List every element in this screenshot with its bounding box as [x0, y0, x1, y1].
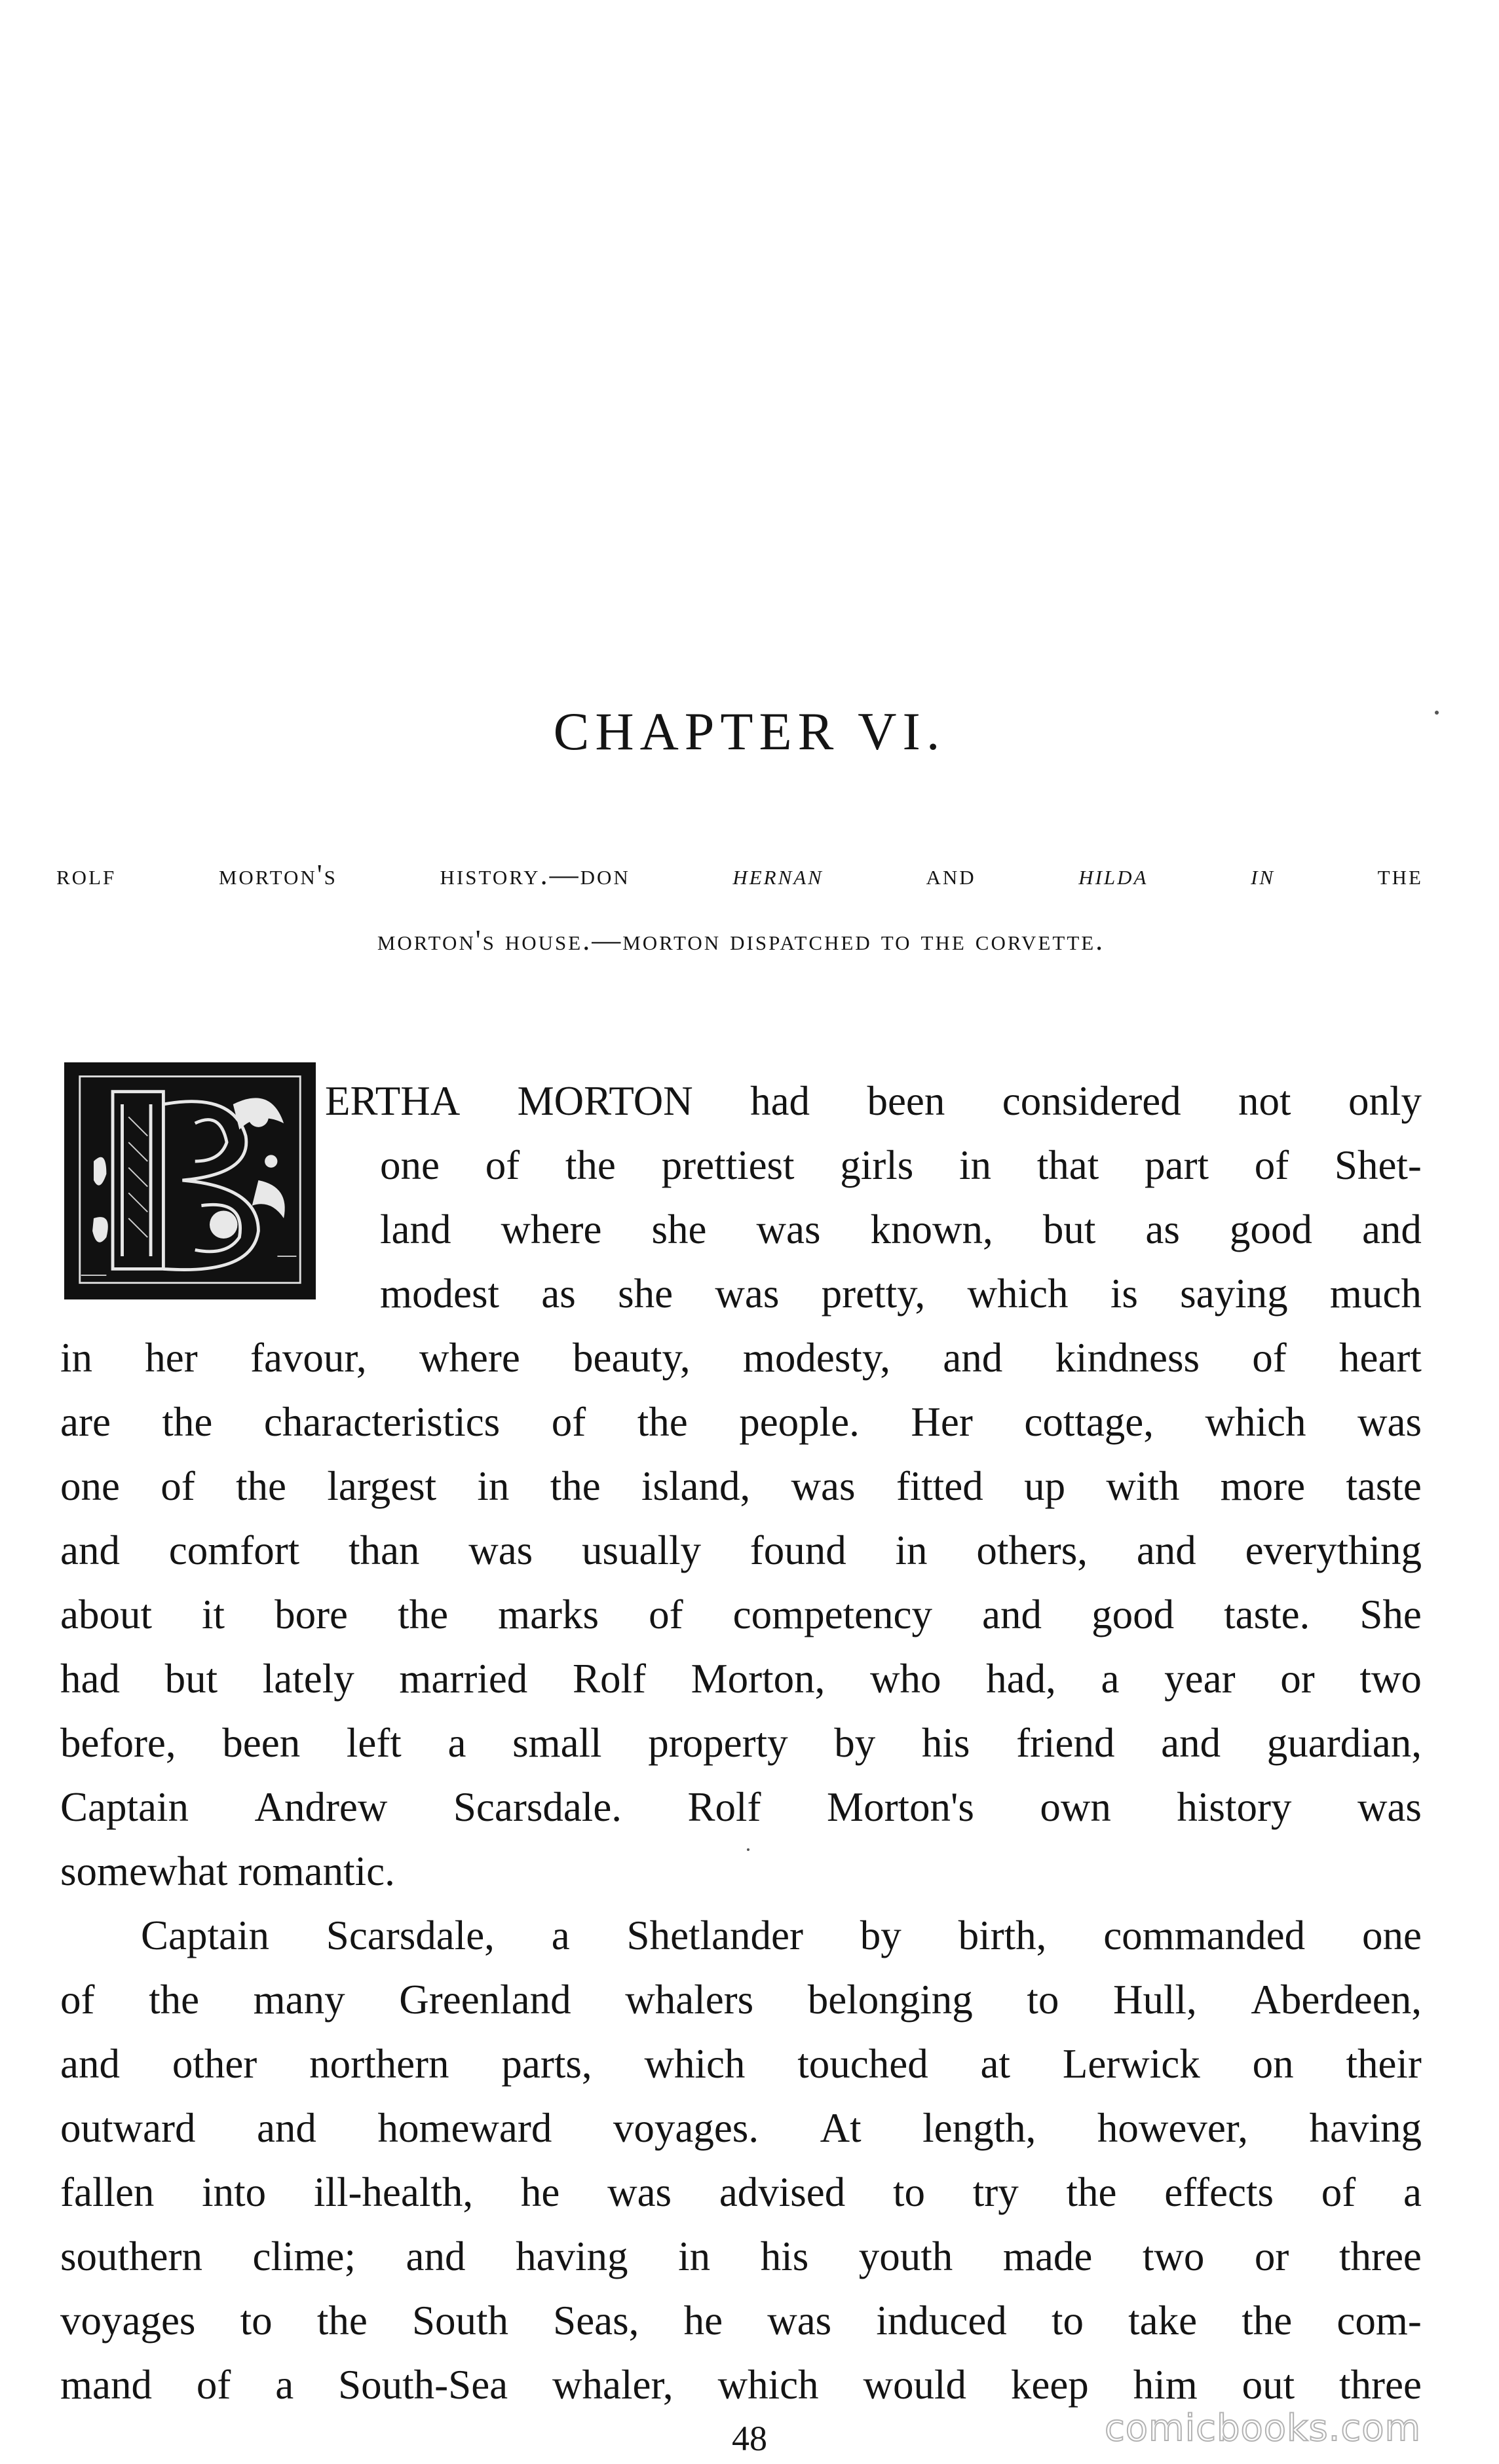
- page-number: 48: [732, 2419, 767, 2458]
- word: try: [972, 2169, 1019, 2215]
- word: where: [501, 1206, 602, 1252]
- word: everything: [1245, 1527, 1422, 1573]
- word: their: [1346, 2041, 1422, 2087]
- text-line: [60, 1594, 1422, 1635]
- text-line: [60, 2041, 1422, 2087]
- word: and: [943, 1335, 1003, 1381]
- word: belonging: [807, 1977, 973, 2023]
- text-line: [141, 1915, 1422, 1956]
- word: competency: [732, 1592, 932, 1637]
- word: in: [60, 1335, 93, 1381]
- word: are: [60, 1399, 111, 1445]
- word: She: [1359, 1592, 1422, 1637]
- word: Seas,: [553, 2298, 639, 2343]
- text-line: [60, 1784, 1422, 1830]
- word: that: [1036, 1142, 1099, 1188]
- summary-word: the: [1377, 859, 1423, 891]
- word: at: [980, 2041, 1011, 2087]
- word: of: [196, 2362, 231, 2408]
- word: he: [520, 2169, 560, 2215]
- word: voyages: [60, 2298, 196, 2343]
- text-line: [60, 1337, 1422, 1379]
- word: the: [550, 1463, 601, 1509]
- word: friend: [1016, 1720, 1115, 1766]
- word: of: [60, 1977, 95, 2023]
- word: was: [791, 1463, 856, 1509]
- text-line-content: [60, 1720, 1422, 1766]
- word: of: [649, 1592, 683, 1637]
- word: who: [870, 1656, 941, 1702]
- word: had: [60, 1656, 120, 1702]
- word: lately: [262, 1656, 354, 1702]
- word: commanded: [1103, 1913, 1306, 1958]
- text-line-content: [380, 1206, 1422, 1252]
- word: other: [172, 2041, 257, 2087]
- text-line: [380, 1273, 1422, 1315]
- word: history: [1177, 1784, 1292, 1830]
- word: out: [1242, 2362, 1295, 2408]
- word: youth: [858, 2233, 953, 2279]
- word: to: [1027, 1977, 1059, 2023]
- word: would: [863, 2362, 966, 2408]
- word: largest: [327, 1463, 437, 1509]
- word: she: [651, 1206, 707, 1252]
- word: prettiest: [661, 1142, 795, 1188]
- text-line: [60, 1720, 1422, 1766]
- word: Morton,: [691, 1656, 825, 1702]
- word: homeward: [377, 2105, 552, 2151]
- word: the: [1066, 2169, 1117, 2215]
- word: Shetlander: [626, 1913, 803, 1958]
- word: usually: [581, 1527, 701, 1573]
- text-line: [60, 2105, 1422, 2151]
- word: part: [1145, 1142, 1209, 1188]
- word: birth,: [958, 1913, 1047, 1958]
- word: the: [149, 1977, 200, 2023]
- word: of: [161, 1463, 195, 1509]
- word: taste: [1346, 1463, 1422, 1509]
- drop-cap-initial-image: [64, 1062, 316, 1299]
- word: to: [240, 2298, 273, 2343]
- text-line-content: [380, 1273, 1422, 1315]
- word: com-: [1337, 2298, 1422, 2343]
- word: cottage,: [1024, 1399, 1154, 1445]
- text-line-content: [60, 1594, 1422, 1635]
- word: a: [1101, 1656, 1120, 1702]
- word: Lerwick: [1062, 2041, 1200, 2087]
- word: he: [683, 2298, 723, 2343]
- word: considered: [1002, 1078, 1181, 1124]
- paper-speck: [1435, 711, 1439, 715]
- word: up: [1024, 1463, 1066, 1509]
- word: guardian,: [1266, 1720, 1422, 1766]
- word: of: [1321, 2169, 1356, 2215]
- word: of: [1254, 1142, 1289, 1188]
- word: in: [895, 1527, 928, 1573]
- text-line-content: [60, 2169, 1422, 2215]
- word: his: [921, 1720, 970, 1766]
- chapter-summary-line-1: [56, 858, 1423, 891]
- word: outward: [60, 2105, 196, 2151]
- word: a: [447, 1720, 466, 1766]
- word: her: [145, 1335, 198, 1381]
- text-line-content: [60, 2105, 1422, 2151]
- word: ERTHA: [325, 1078, 461, 1124]
- word: heart: [1338, 1335, 1422, 1381]
- text-line-content: [60, 2233, 1422, 2279]
- word: favour,: [250, 1335, 367, 1381]
- word: characteristics: [263, 1399, 501, 1445]
- word: whaler,: [552, 2362, 674, 2408]
- word: having: [1309, 2105, 1422, 2151]
- word: not: [1238, 1078, 1291, 1124]
- word: was: [1357, 1399, 1422, 1445]
- word: to: [893, 2169, 926, 2215]
- word: effects: [1164, 2169, 1274, 2215]
- word: Andrew: [254, 1784, 388, 1830]
- word: it: [202, 1592, 225, 1637]
- word: saying: [1180, 1271, 1288, 1316]
- word: however,: [1097, 2105, 1248, 2151]
- word: about: [60, 1592, 152, 1637]
- word: she: [618, 1271, 674, 1316]
- word: the: [398, 1592, 449, 1637]
- word: two: [1359, 1656, 1422, 1702]
- text-line: [60, 1463, 1422, 1509]
- word: found: [750, 1527, 846, 1573]
- text-line: [60, 1979, 1422, 2021]
- word: which: [1205, 1399, 1306, 1445]
- word: had: [750, 1078, 810, 1124]
- paper-speck: [747, 1848, 750, 1851]
- text-line-content: [60, 2041, 1422, 2087]
- text-line: [60, 1848, 1422, 1894]
- word: Rolf: [687, 1784, 761, 1830]
- word: as: [1145, 1206, 1180, 1252]
- chapter-summary-line-2: morton's house.—morton dispatched to the corvette.: [377, 924, 1105, 956]
- word: three: [1338, 2233, 1422, 2279]
- word: made: [1002, 2233, 1093, 2279]
- word: as: [541, 1271, 576, 1316]
- word: parts,: [501, 2041, 592, 2087]
- word: Hull,: [1112, 1977, 1197, 2023]
- word: of: [1252, 1335, 1287, 1381]
- word: been: [222, 1720, 301, 1766]
- text-line: [60, 1399, 1422, 1445]
- word: Aberdeen,: [1251, 1977, 1422, 2023]
- word: MORTON: [517, 1078, 693, 1124]
- text-line: [380, 1206, 1422, 1252]
- word: voyages.: [613, 2105, 759, 2151]
- word: Rolf: [572, 1656, 646, 1702]
- word: the: [316, 2298, 368, 2343]
- word: Captain: [60, 1784, 189, 1830]
- word: to: [1051, 2298, 1084, 2343]
- word: was: [468, 1527, 533, 1573]
- text-line-content: somewhat romantic.: [60, 1848, 395, 1894]
- word: one: [1361, 1913, 1422, 1958]
- text-line: [60, 1527, 1422, 1573]
- word: others,: [976, 1527, 1088, 1573]
- word: good: [1229, 1206, 1312, 1252]
- word: was: [756, 1206, 821, 1252]
- word: in: [678, 2233, 711, 2279]
- word: and: [60, 1527, 120, 1573]
- word: and: [60, 2041, 120, 2087]
- word: one: [380, 1142, 440, 1188]
- word: island,: [641, 1463, 751, 1509]
- chapter-title: CHAPTER VI.: [553, 701, 946, 761]
- word: induced: [876, 2298, 1007, 2343]
- word: land: [380, 1206, 451, 1252]
- word: taste.: [1224, 1592, 1310, 1637]
- word: which: [717, 2362, 819, 2408]
- word: his: [760, 2233, 809, 2279]
- word: the: [162, 1399, 213, 1445]
- summary-word: and: [926, 859, 976, 891]
- word: clime;: [252, 2233, 356, 2279]
- word: having: [516, 2233, 628, 2279]
- text-line: [60, 2169, 1422, 2215]
- word: left: [346, 1720, 402, 1766]
- word: much: [1329, 1271, 1422, 1316]
- word: and: [406, 2233, 466, 2279]
- word: and: [982, 1592, 1042, 1637]
- watermark: comicbooks.com: [1105, 2407, 1422, 2450]
- word: pretty,: [821, 1271, 926, 1316]
- word: which: [644, 2041, 746, 2087]
- word: southern: [60, 2233, 202, 2279]
- word: small: [512, 1720, 602, 1766]
- word: had,: [986, 1656, 1056, 1702]
- text-line-content: [60, 2364, 1422, 2406]
- word: Scarsdale,: [326, 1913, 495, 1958]
- word: property: [648, 1720, 788, 1766]
- word: girls: [840, 1142, 914, 1188]
- word: on: [1252, 2041, 1294, 2087]
- word: length,: [922, 2105, 1036, 2151]
- word: whalers: [625, 1977, 754, 2023]
- text-line-content: [60, 1337, 1422, 1379]
- word: into: [202, 2169, 267, 2215]
- word: modest: [380, 1271, 499, 1316]
- text-line-content: [60, 1399, 1422, 1445]
- word: comfort: [168, 1527, 300, 1573]
- word: Morton's: [827, 1784, 974, 1830]
- text-line-content: [380, 1142, 1422, 1188]
- word: kindness: [1055, 1335, 1200, 1381]
- word: more: [1220, 1463, 1306, 1509]
- text-line-content: [60, 2300, 1422, 2342]
- word: fallen: [60, 2169, 155, 2215]
- word: the: [565, 1142, 616, 1188]
- text-line-content: [141, 1915, 1422, 1956]
- word: of: [485, 1142, 520, 1188]
- word: is: [1110, 1271, 1138, 1316]
- word: of: [551, 1399, 586, 1445]
- word: and: [1161, 1720, 1221, 1766]
- word: fitted: [896, 1463, 983, 1509]
- word: a: [551, 1913, 570, 1958]
- word: Her: [911, 1399, 973, 1445]
- summary-word: hilda: [1078, 859, 1148, 891]
- text-line-content: [60, 1784, 1422, 1830]
- word: was: [715, 1271, 780, 1316]
- word: married: [399, 1656, 528, 1702]
- word: South-Sea: [338, 2362, 508, 2408]
- word: beauty,: [573, 1335, 691, 1381]
- word: modesty,: [742, 1335, 891, 1381]
- word: in: [477, 1463, 510, 1509]
- text-line-content: [60, 1463, 1422, 1509]
- word: people.: [739, 1399, 860, 1445]
- word: a: [1403, 2169, 1422, 2215]
- word: and: [1361, 1206, 1422, 1252]
- word: the: [236, 1463, 287, 1509]
- word: South: [411, 2298, 508, 2343]
- word: bore: [275, 1592, 349, 1637]
- text-line: [60, 2300, 1422, 2342]
- word: but: [164, 1656, 218, 1702]
- word: before,: [60, 1720, 176, 1766]
- word: by: [860, 1913, 901, 1958]
- word: him: [1133, 2362, 1198, 2408]
- word: many: [253, 1977, 345, 2023]
- word: with: [1106, 1463, 1180, 1509]
- word: but: [1042, 1206, 1096, 1252]
- text-line: [60, 2233, 1422, 2279]
- text-line-content: [60, 1979, 1422, 2021]
- word: was: [767, 2298, 832, 2343]
- text-line-content: [60, 1527, 1422, 1573]
- word: by: [834, 1720, 876, 1766]
- word: Shet-: [1334, 1142, 1422, 1188]
- word: northern: [309, 2041, 449, 2087]
- word: which: [967, 1271, 1069, 1316]
- text-line: [380, 1142, 1422, 1188]
- text-line: [60, 1658, 1422, 1700]
- word: Scarsdale.: [453, 1784, 622, 1830]
- word: keep: [1010, 2362, 1089, 2408]
- word: or: [1254, 2233, 1289, 2279]
- word: Captain: [141, 1913, 269, 1958]
- word: a: [275, 2362, 294, 2408]
- word: marks: [498, 1592, 599, 1637]
- word: was: [607, 2169, 672, 2215]
- text-line-content: [325, 1078, 1422, 1124]
- word: or: [1280, 1656, 1315, 1702]
- word: Greenland: [399, 1977, 571, 2023]
- word: year: [1164, 1656, 1236, 1702]
- word: touched: [797, 2041, 928, 2087]
- word: than: [348, 1527, 420, 1573]
- word: At: [820, 2105, 862, 2151]
- word: known,: [870, 1206, 993, 1252]
- summary-word: in: [1251, 859, 1276, 891]
- word: only: [1348, 1078, 1422, 1124]
- word: take: [1128, 2298, 1198, 2343]
- summary-word: history.—don: [440, 859, 630, 891]
- word: two: [1142, 2233, 1205, 2279]
- word: where: [419, 1335, 520, 1381]
- word: the: [1242, 2298, 1293, 2343]
- word: and: [256, 2105, 316, 2151]
- word: three: [1339, 2362, 1422, 2408]
- word: advised: [719, 2169, 846, 2215]
- summary-word: rolf: [56, 859, 117, 891]
- word: ill-health,: [313, 2169, 474, 2215]
- word: was: [1357, 1784, 1422, 1830]
- word: one: [60, 1463, 120, 1509]
- word: the: [637, 1399, 688, 1445]
- text-line: [325, 1078, 1422, 1124]
- summary-word: hernan: [732, 859, 824, 891]
- word: mand: [60, 2362, 152, 2408]
- word: and: [1136, 1527, 1196, 1573]
- word: own: [1040, 1784, 1111, 1830]
- text-line-content: [60, 1658, 1422, 1700]
- word: in: [959, 1142, 992, 1188]
- word: good: [1091, 1592, 1175, 1637]
- word: been: [867, 1078, 945, 1124]
- text-line: [60, 2364, 1422, 2406]
- summary-word: morton's: [218, 859, 337, 891]
